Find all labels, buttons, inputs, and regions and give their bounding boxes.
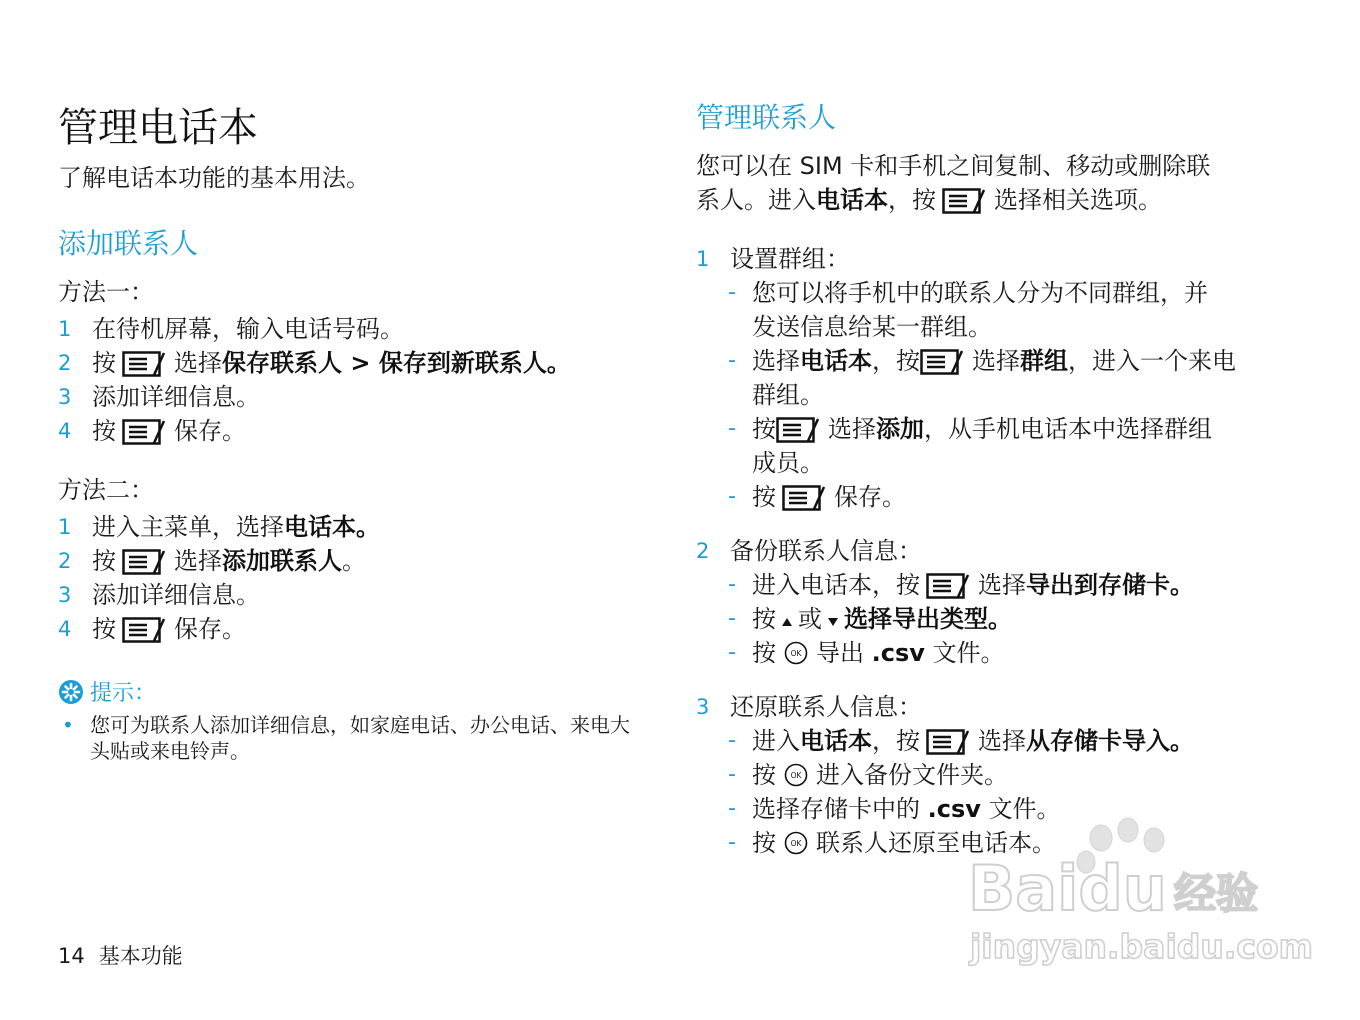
lead-text: 了解电话本功能的基本用法。	[58, 164, 370, 192]
restore-title: 3 还原联系人信息：	[696, 693, 922, 721]
backup-item-2: - 按 或 选择导出类型。	[728, 605, 1012, 633]
m1-step-1: 1 在待机屏幕，输入电话号码。	[58, 315, 404, 343]
method-two-label: 方法二：	[58, 476, 154, 504]
m1-step-4: 4 按 保存。	[58, 417, 246, 445]
menu-key-icon	[926, 573, 970, 599]
watermark-url: jingyan.baidu.com	[970, 927, 1314, 966]
add-contact-heading: 添加联系人	[58, 227, 199, 260]
m2-step-1: 1 进入主菜单，选择电话本。	[58, 513, 380, 541]
watermark-brand-cn: 经验	[1174, 869, 1259, 918]
up-arrow-icon	[782, 618, 792, 626]
manage-contacts-heading: 管理联系人	[696, 101, 837, 134]
m2-step-2: 2 按 选择添加联系人。	[58, 547, 366, 575]
group-item-1-cont: 发送信息给某一群组。	[752, 313, 992, 341]
svg-text:OK: OK	[790, 649, 802, 658]
page-footer	[58, 940, 183, 970]
m1-step-2: 2 按 选择保存联系人 > 保存到新联系人。	[58, 349, 571, 377]
footer-section: 基本功能	[98, 944, 183, 968]
restore-item-4: - 按 OK 联系人还原至电话本。	[728, 829, 1056, 857]
svg-text:OK: OK	[790, 839, 802, 848]
group-item-2: - 选择电话本，按 选择群组，进入一个来电	[728, 347, 1236, 375]
menu-key-icon	[782, 485, 826, 511]
backup-item-3: - 按 OK 导出 .csv 文件。	[728, 639, 1005, 667]
restore-item-1: - 进入电话本，按 选择从存储卡导入。	[728, 727, 1194, 755]
tip-body: • 您可为联系人添加详细信息，如家庭电话、办公电话、来电大头贴或来电铃声。	[62, 713, 630, 763]
backup-item-1: - 进入电话本，按 选择导出到存储卡。	[728, 571, 1194, 599]
ok-key-icon	[784, 641, 808, 665]
menu-key-icon	[926, 729, 970, 755]
menu-key-icon	[122, 549, 166, 575]
restore-item-3: - 选择存储卡中的 .csv 文件。	[728, 795, 1061, 823]
group-item-3-cont: 成员。	[752, 449, 824, 477]
menu-key-icon	[776, 417, 820, 443]
menu-key-icon	[122, 351, 166, 377]
ok-key-icon	[784, 831, 808, 855]
m2-step-3: 3 添加详细信息。	[58, 581, 260, 609]
m1-step-3: 3 添加详细信息。	[58, 383, 260, 411]
group-item-1: - 您可以将手机中的联系人分为不同群组，并	[728, 279, 1208, 307]
page-title: 管理电话本	[58, 105, 258, 151]
baidu-watermark	[968, 818, 1314, 968]
page-number: 14	[58, 944, 85, 968]
watermark-brand: Baidu	[968, 852, 1167, 925]
menu-key-icon	[122, 419, 166, 445]
group-setup-title: 1 设置群组：	[696, 245, 850, 273]
menu-key-icon	[920, 349, 964, 375]
down-arrow-icon	[828, 618, 838, 626]
tip-heading: 提示：	[58, 676, 156, 707]
m2-step-4: 4 按 保存。	[58, 615, 246, 643]
group-item-4: - 按 保存。	[728, 483, 906, 511]
backup-title: 2 备份联系人信息：	[696, 537, 922, 565]
restore-item-2: - 按 OK 进入备份文件夹。	[728, 761, 1008, 789]
menu-key-icon	[942, 188, 986, 214]
group-item-2-cont: 群组。	[752, 381, 824, 409]
group-item-3: - 按 选择添加，从手机电话本中选择群组	[728, 415, 1212, 443]
tip-icon	[58, 679, 84, 705]
ok-key-icon	[784, 763, 808, 787]
method-one-label: 方法一：	[58, 278, 154, 306]
intro-line-2: 系人。进入电话本，按 选择相关选项。	[696, 186, 1162, 214]
svg-text:OK: OK	[790, 771, 802, 780]
intro-line-1: 您可以在 SIM 卡和手机之间复制、移动或删除联	[696, 152, 1211, 180]
menu-key-icon	[122, 617, 166, 643]
